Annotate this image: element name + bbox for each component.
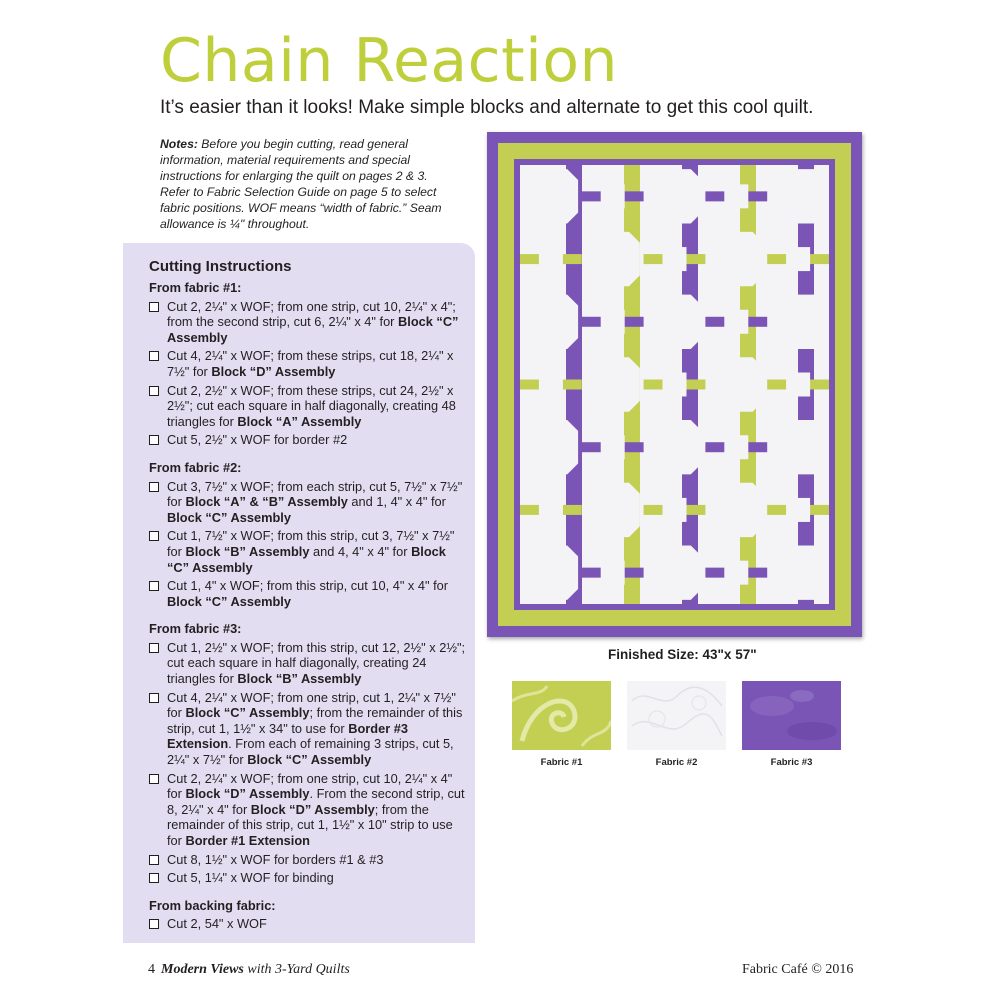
quilt-small-square [539, 247, 563, 271]
quilt-small-square [724, 184, 748, 208]
cutting-item [149, 348, 469, 379]
item-text: ; from the remainder of this strip, cut 1, 1½" x 34" to use for [167, 705, 463, 736]
block-reference: Block “C” Assembly [167, 314, 459, 345]
block-reference: Block “C” Assembly [167, 509, 291, 525]
cutting-instructions-list [149, 280, 469, 932]
checkbox-icon [149, 774, 159, 784]
quilt-octagon-block [647, 169, 701, 223]
quilt-octagon-block [647, 545, 701, 599]
item-text: ; from the remainder of this strip, cut 1, 1½" x 10" strip to use for [167, 801, 453, 848]
group-heading: From fabric #3: [149, 621, 242, 637]
page-title: Chain Reaction [160, 26, 619, 96]
quilt-small-square [539, 498, 563, 522]
cutting-item [149, 690, 469, 768]
group-heading: From fabric #1: [149, 280, 242, 295]
cutting-item [149, 383, 469, 430]
cutting-item [149, 870, 469, 886]
fabric-3-swatch [742, 681, 841, 750]
block-reference: Block “B” Assembly [185, 543, 310, 559]
block-reference: Block “A” & “B” Assembly [185, 494, 348, 510]
footer-copyright: Fabric Café © 2016 [742, 962, 854, 977]
quilt-octagon-block [709, 232, 763, 286]
quilt-octagon-block [771, 420, 825, 474]
quilt-octagon-block [524, 545, 578, 599]
block-reference: Block “C” Assembly [247, 752, 372, 768]
item-text: . From each of remaining 3 strips, cut 5, 2¼" x 7½" for [167, 736, 454, 768]
checkbox-icon [149, 531, 159, 541]
cutting-item [149, 916, 469, 932]
fabric-3-label: Fabric #3 [770, 757, 813, 768]
quilt-small-square [601, 184, 625, 208]
checkbox-icon [149, 351, 159, 361]
block-reference: Border #1 Extension [185, 833, 310, 848]
item-text: Cut 1, 7½" x WOF; from this strip, cut 3, 7½" x 7½" for [167, 528, 455, 559]
book-name: Modern Views [161, 962, 244, 977]
notes-text: Before you begin cutting, read general information, material requirements and special instructions for enlarging the quilt on pages 2 & 3. Refer to Fabric Selection Guide on page 5 to select fabric positions. WOF means “width of fabric.” Seam allowance is ¼" throughout. [160, 137, 442, 231]
page-subtitle: It’s easier than it looks! Make simple blocks and alternate to get this cool quilt. [160, 97, 814, 118]
quilt-small-square [601, 435, 625, 459]
notes-label: Notes: [160, 137, 198, 151]
quilt-small-square [724, 435, 748, 459]
cutting-item [149, 771, 469, 849]
finished-size: Finished Size: 43"x 57" [608, 647, 757, 662]
block-reference: Block “D” Assembly [185, 786, 310, 802]
quilt-small-square [601, 561, 625, 585]
quilt-small-square [663, 247, 687, 271]
quilt-octagon-block [647, 420, 701, 474]
checkbox-icon [149, 693, 159, 703]
quilt-octagon-block [647, 295, 701, 349]
item-text: Cut 1, 2½" x WOF; from this strip, cut 12, 2½" x 2½"; cut each square in half diagonally, creating 24 triangles for [167, 639, 466, 687]
item-text: Cut 5, 1¼" x WOF for binding [167, 870, 334, 886]
block-reference: Block “C” Assembly [167, 543, 446, 575]
block-reference: Block “B” Assembly [237, 671, 362, 687]
quilt-octagon-block [524, 169, 578, 223]
book-subtitle: with 3-Yard Quilts [243, 962, 350, 977]
cutting-item [149, 432, 469, 448]
page-number: 4 [148, 962, 155, 977]
item-text: Cut 8, 1½" x WOF for borders #1 & #3 [167, 851, 384, 867]
item-text: Cut 2, 2¼" x WOF; from one strip, cut 10, 2¼" x 4"; from the second strip, cut 6, 2¼" x 4" for [167, 298, 456, 330]
quilt-octagon-block [771, 169, 825, 223]
group-heading: From backing fabric: [149, 897, 276, 913]
item-text: and 1, 4" x 4" for [347, 494, 446, 510]
quilt-photo [487, 132, 862, 637]
quilt-small-square [786, 373, 810, 397]
checkbox-icon [149, 581, 159, 591]
checkbox-icon [149, 302, 159, 312]
block-reference: Border #3 Extension [167, 720, 408, 752]
fabric-2-swatch [627, 681, 726, 750]
item-text: Cut 5, 2½" x WOF for border #2 [167, 432, 348, 448]
checkbox-icon [149, 643, 159, 653]
fabric-2-label: Fabric #2 [655, 757, 698, 768]
quilt-octagon-block [709, 357, 763, 411]
checkbox-icon [149, 855, 159, 865]
item-text: Cut 2, 54" x WOF [167, 916, 267, 932]
quilt-small-square [786, 498, 810, 522]
item-text: Cut 1, 4" x WOF; from this strip, cut 10, 4" x 4" for [167, 578, 449, 594]
fabric-1-label: Fabric #1 [540, 757, 583, 768]
quilt-octagon-block [771, 545, 825, 599]
cutting-item [149, 578, 469, 609]
quilt-small-square [539, 373, 563, 397]
block-reference: Block “C” Assembly [185, 705, 310, 721]
quilt-octagon-block [586, 232, 640, 286]
cutting-item [149, 640, 469, 687]
block-reference: Block “D” Assembly [250, 801, 375, 817]
quilt-small-square [663, 373, 687, 397]
item-text: Cut 4, 2¼" x WOF; from these strips, cut 18, 2¼" x 7½" for [167, 348, 454, 379]
cutting-item [149, 852, 469, 868]
quilt-octagon-block [586, 357, 640, 411]
quilt-small-square [724, 310, 748, 334]
quilt-octagon-block [524, 420, 578, 474]
item-text: Cut 3, 7½" x WOF; from each strip, cut 5, 7½" x 7½" for [167, 478, 463, 510]
item-text: Cut 2, 2½" x WOF; from these strips, cut 24, 2½" x 2½"; cut each square in half diagonally, creating 48 triangles for [167, 382, 456, 429]
cutting-item [149, 479, 469, 526]
footer-book-title [148, 962, 350, 978]
quilt-small-square [724, 561, 748, 585]
cutting-item [149, 528, 469, 575]
checkbox-icon [149, 386, 159, 396]
quilt-octagon-block [771, 295, 825, 349]
block-reference: Block “A” Assembly [237, 413, 362, 429]
item-text: Cut 4, 2¼" x WOF; from one strip, cut 1, 2¼" x 7½" for [167, 689, 456, 721]
quilt-octagon-block [709, 483, 763, 537]
notes-paragraph [160, 136, 460, 232]
quilt-small-square [601, 310, 625, 334]
block-reference: Block “C” Assembly [167, 593, 291, 609]
checkbox-icon [149, 435, 159, 445]
quilt-small-square [786, 247, 810, 271]
item-text: Cut 2, 2¼" x WOF; from one strip, cut 10, 2¼" x 4" for [167, 770, 453, 802]
block-reference: Block “D” Assembly [211, 363, 336, 379]
item-text: and 4, 4" x 4" for [309, 543, 412, 559]
quilt-octagon-block [524, 295, 578, 349]
quilt-octagon-block [586, 483, 640, 537]
cutting-instructions-title: Cutting Instructions [149, 258, 292, 275]
checkbox-icon [149, 873, 159, 883]
checkbox-icon [149, 482, 159, 492]
fabric-1-swatch [512, 681, 611, 750]
item-text: . From the second strip, cut 8, 2¼" x 4" for [167, 786, 465, 817]
checkbox-icon [149, 919, 159, 929]
quilt-small-square [663, 498, 687, 522]
group-heading: From fabric #2: [149, 459, 242, 475]
cutting-item [149, 299, 469, 346]
